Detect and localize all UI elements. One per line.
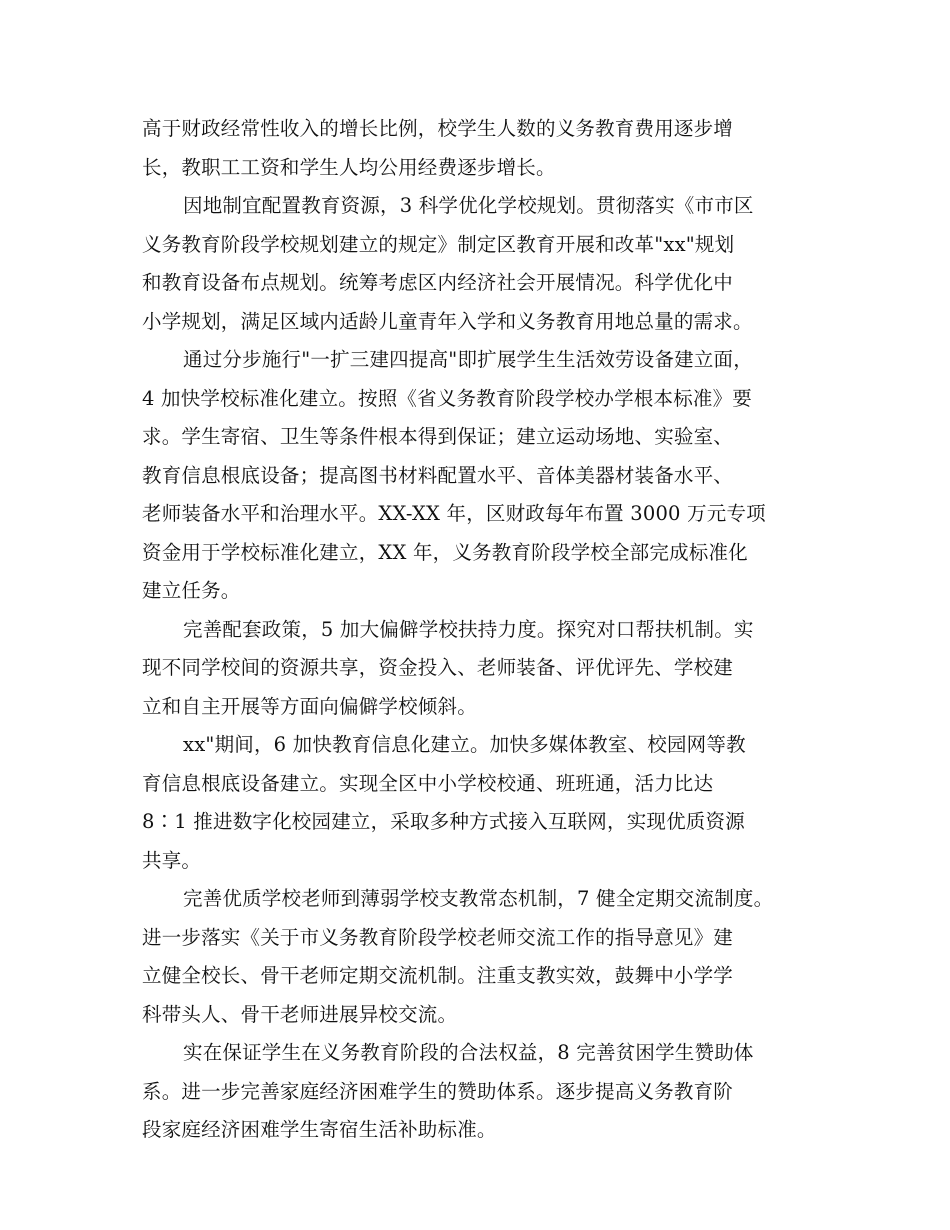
text-line: 立和自主开展等方面向偏僻学校倾斜。 [142,694,477,718]
document-body [142,110,832,1150]
text-line: 系。进一步完善家庭经济困难学生的赞助体系。逐步提高义务教育阶 [142,1079,734,1103]
text-line: 现不同学校间的资源共享，资金投入、老师装备、评优评先、学校建 [142,656,734,679]
text-line: 共享。 [142,848,202,872]
text-line: 4 加快学校标准化建立。按照《省义务教育阶段学校办学根本标准》要 [142,386,753,410]
text-line: 高于财政经常性收入的增长比例，校学生人数的义务教育费用逐步增 [142,117,734,140]
paragraph-first-line: 因地制宜配置教育资源，3 科学优化学校规划。贯彻落实《市市区 [183,194,754,217]
paragraph-first-line: 实在保证学生在义务教育阶段的合法权益，8 完善贫困学生赞助体 [183,1041,754,1064]
text-line: 义务教育阶段学校规划建立的规定》制定区教育开展和改革"xx"规划 [142,232,735,256]
paragraph-first-line: 通过分步施行"一扩三建四提高"即扩展学生生活效劳设备建立面， [183,348,753,371]
text-line: 求。学生寄宿、卫生等条件根本得到保证；建立运动场地、实验室、 [142,425,734,448]
paragraph-first-line: 完善配套政策，5 加大偏僻学校扶持力度。探究对口帮扶机制。实 [183,617,754,641]
text-line: 教育信息根底设备；提高图书材料配置水平、音体美器材装备水平、 [142,463,734,487]
paragraph-first-line: xx"期间，6 加快教育信息化建立。加快多媒体教室、校园网等教 [183,733,746,756]
text-line: 资金用于学校标准化建立，XX 年，义务教育阶段学校全部完成标准化 [142,540,748,564]
text-line: 长，教职工工资和学生人均公用经费逐步增长。 [142,155,556,179]
text-line: 老师装备水平和治理水平。XX-XX 年，区财政每年布置 3000 万元专项 [142,502,766,525]
text-line: 育信息根底设备建立。实现全区中小学校校通、班班通，活力比达 [142,771,714,795]
text-line: 小学规划，满足区域内适龄儿童青年入学和义务教育用地总量的需求。 [142,309,753,333]
text-line: 进一步落实《关于市义务教育阶段学校老师交流工作的指导意见》建 [142,925,734,949]
text-line: 8∶1 推进数字化校园建立，采取多种方式接入互联网，实现优质资源 [142,810,745,833]
paragraph-first-line: 完善优质学校老师到薄弱学校支教常态机制，7 健全定期交流制度。 [183,887,774,910]
text-line: 建立任务。 [142,579,241,602]
text-line: 和教育设备布点规划。统筹考虑区内经济社会开展情况。科学优化中 [142,271,734,294]
text-line: 科带头人、骨干老师进展异校交流。 [142,1002,458,1026]
text-line: 立健全校长、骨干老师定期交流机制。注重支教实效，鼓舞中小学学 [142,964,734,987]
text-line: 段家庭经济困难学生寄宿生活补助标准。 [142,1118,497,1141]
